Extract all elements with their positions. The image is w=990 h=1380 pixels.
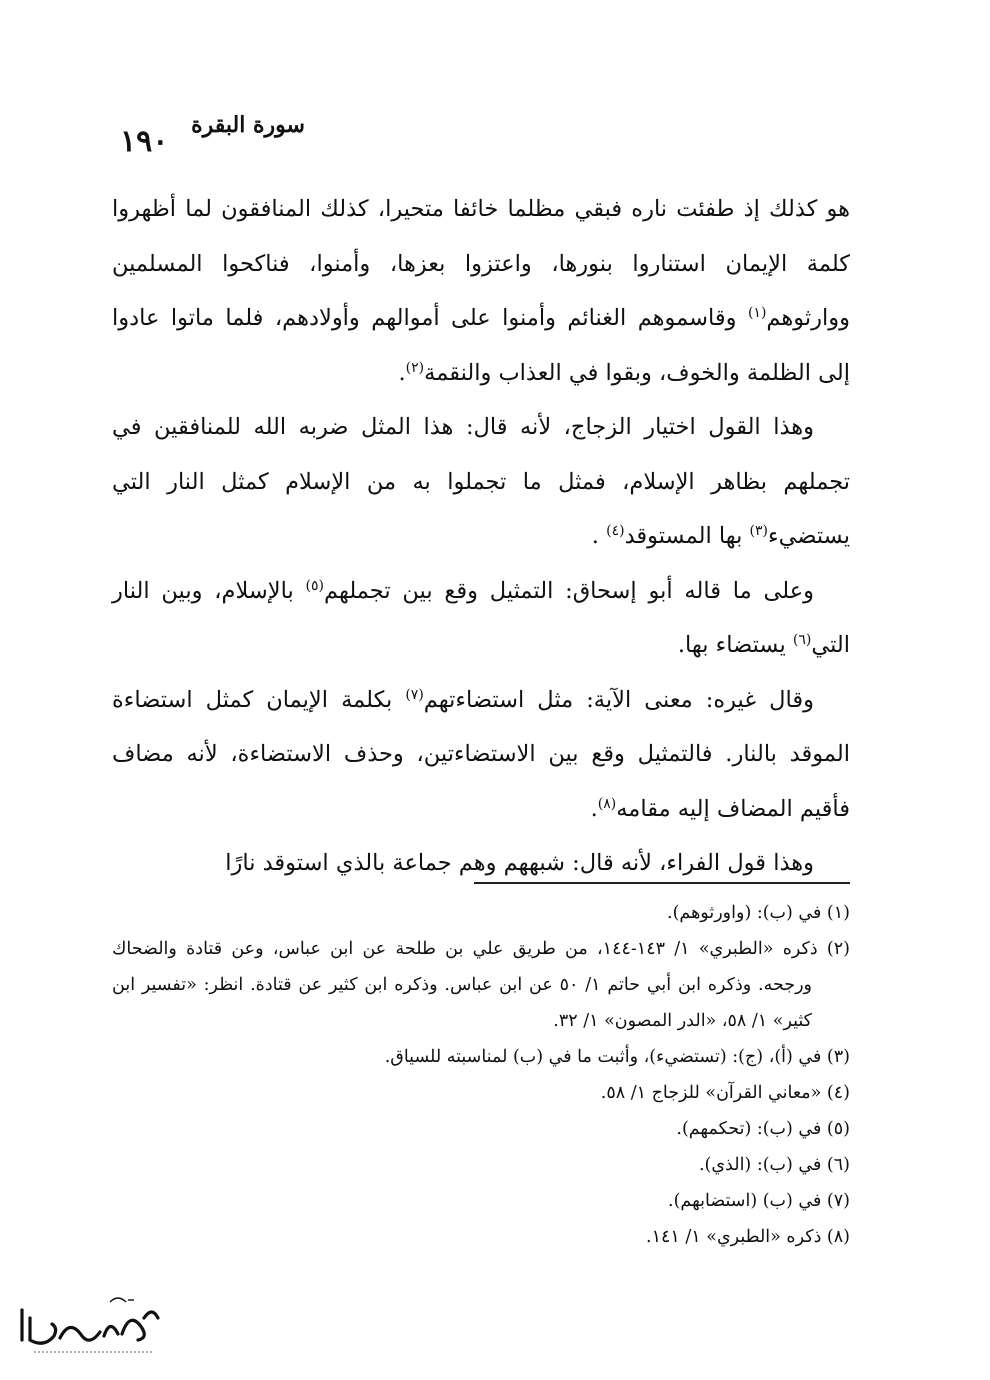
footnote: (٣) في (أ)، (ج): (تستضيء)، وأثبت ما في (ب) لمناسبته للسياق. — [384, 1047, 850, 1067]
paragraph-text: هو كذلك إذ طفئت ناره فبقي مظلما خائفا متحيرا، كذلك المنافقون لما أظهروا كلمة الإيمان استناروا بنورها، واعتزوا بعزها، وأمنوا، فناكحوا المسلمين ووارثوهم — [112, 196, 850, 331]
paragraph-text: وقال غيره: معنى الآية: مثل استضاءتهم — [423, 686, 814, 713]
footnote: (٨) ذكره «الطبري» ١/ ١٤١. — [646, 1227, 850, 1247]
footnote: (٧) في (ب) (استضابهم). — [668, 1191, 850, 1211]
body-paragraph — [112, 182, 850, 400]
body-paragraph — [112, 564, 850, 673]
footnote: (٦) في (ب): (الذي). — [698, 1155, 850, 1175]
paragraph-text: بها المستوقد — [624, 523, 750, 549]
paragraph-text: وقاسموهم الغنائم وأمنوا على أموالهم وأولادهم، فلما ماتوا عادوا إلى الظلمة والخوف، وبقوا في العذاب والنقمة — [112, 305, 850, 386]
paragraph-text: وعلى ما قاله أبو إسحاق: التمثيل وقع بين تجملهم — [324, 577, 814, 604]
paragraph-text: بالإسلام، وبين النار التي — [112, 577, 850, 658]
footnote-marker: (١) — [747, 305, 767, 321]
main-text — [112, 182, 850, 891]
footnote-marker: (٥) — [305, 577, 324, 594]
paragraph-text: وهذا القول اختيار الزجاج، لأنه قال: هذا المثل ضربه الله للمنافقين في تجملهم بظاهر الإسلام، فمثل ما تجملوا به من الإسلام كمثل النار التي يستضيء — [112, 414, 850, 549]
footnote-marker: (٣) — [749, 523, 769, 539]
footnote-separator — [474, 882, 850, 884]
footnote: (٤) «معاني القرآن» للزجاج ١/ ٥٨. — [600, 1083, 850, 1103]
footnote-marker: (٧) — [405, 686, 424, 703]
footnotes — [112, 895, 850, 1255]
footnote: (١) في (ب): (واورثوهم). — [667, 903, 850, 923]
paragraph-text: وهذا قول الفراء، لأنه قال: شبههم وهم جماعة بالذي استوقد نارًا — [225, 850, 814, 876]
footnote: (٢) ذكره «الطبري» ١/ ١٤٣-١٤٤، من طريق علي بن طلحة عن ابن عباس، وعن قتادة والضحاك ورجحه. وذكره ابن أبي حاتم ١/ ٥٠ عن ابن عباس. وذكره ابن كثير عن قتادة. انظر: «تفسير ابن كثير» ١/ ٥٨، «الدر المصون» ١/ ٣٢. — [112, 939, 850, 1031]
paragraph-text: . — [591, 523, 607, 549]
paragraph-text: بكلمة الإيمان كمثل استضاءة الموقد بالنار. فالتمثيل وقع بين الاستضاءتين، وحذف الاستضاءة، لأنه مضاف فأقيم المضاف إليه مقامه — [112, 686, 850, 822]
running-title: سورة البقرة — [191, 112, 305, 138]
paragraph-text: . — [590, 795, 598, 822]
body-paragraph — [112, 400, 850, 564]
page-number: ١٩٠ — [120, 124, 169, 159]
footnote-marker: (٨) — [597, 795, 617, 812]
footnote-marker: (٦) — [792, 632, 812, 648]
footnote-marker: (٢) — [405, 359, 425, 376]
paragraph-text: يستضاء بها. — [677, 632, 793, 658]
footnote: (٥) في (ب): (تحكمهم). — [676, 1119, 850, 1139]
footnote-marker: (٤) — [606, 523, 625, 539]
paragraph-text: . — [398, 359, 406, 386]
library-stamp-logo — [14, 1288, 164, 1358]
body-paragraph — [112, 673, 850, 837]
